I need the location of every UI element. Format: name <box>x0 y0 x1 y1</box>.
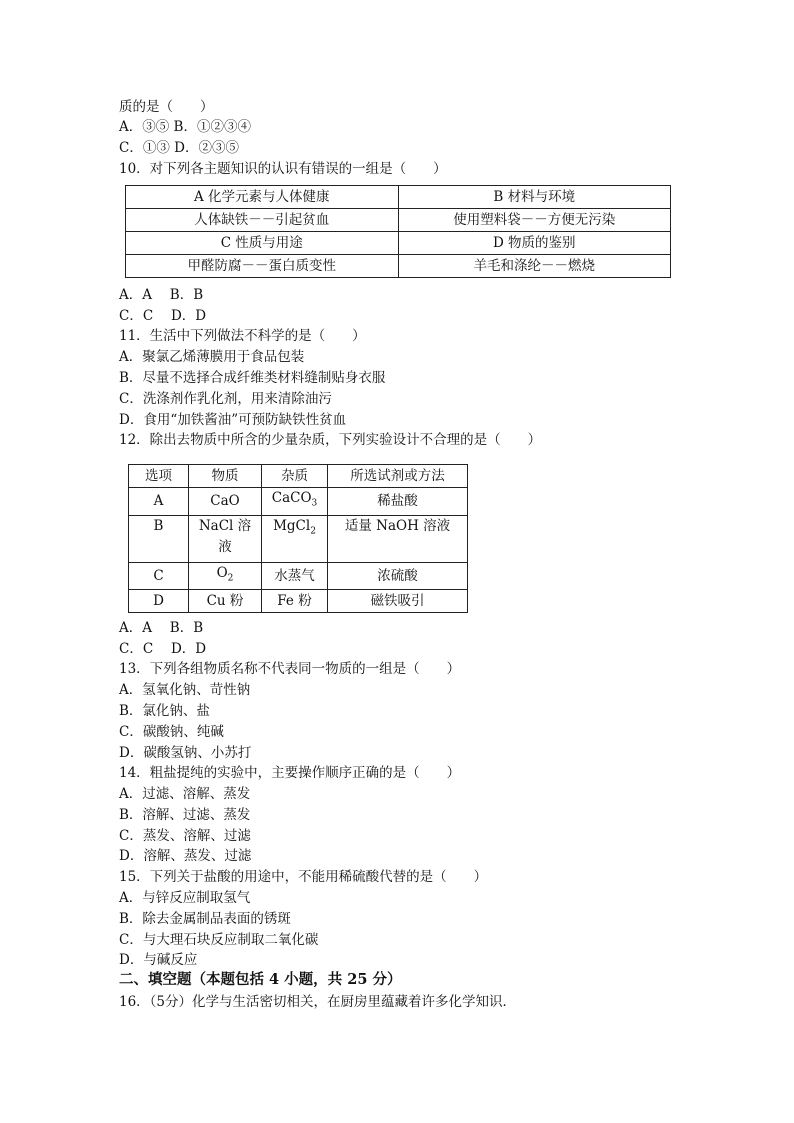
table-cell: C 性质与用途 <box>126 232 399 255</box>
table-cell: A 化学元素与人体健康 <box>126 186 399 209</box>
text-line: A．过滤、溶解、蒸发 <box>119 786 251 802</box>
text-line: A．氢氧化钠、苛性钠 <box>119 682 251 698</box>
text-line: C．蒸发、溶解、过滤 <box>119 828 251 844</box>
text-line: B．除去金属制品表面的锈斑 <box>119 911 291 927</box>
table-cell: D <box>129 590 189 613</box>
table-header-cell: 物质 <box>189 465 262 488</box>
table-cell: D 物质的鉴别 <box>398 232 671 255</box>
question-12: 12．除出去物质中所含的少量杂质，下列实验设计不合理的是（ ） <box>119 432 542 448</box>
table-header-cell: 杂质 <box>262 465 328 488</box>
section-heading: 二、填空题（本题包括 4 小题，共 25 分） <box>119 971 402 988</box>
text-line: A．A B．B <box>119 620 204 636</box>
table-cell: B <box>129 515 189 562</box>
text-line: A．聚氯乙烯薄膜用于食品包装 <box>119 349 305 365</box>
text-line: C．C D．D <box>119 641 207 657</box>
table-row <box>129 590 468 613</box>
table-header-cell: 选项 <box>129 465 189 488</box>
table-cell <box>189 562 262 590</box>
text-line: D．食用“加铁酱油”可预防缺铁性贫血 <box>119 412 347 428</box>
table-q10 <box>125 185 671 278</box>
text-line: C．碳酸钠、纯碱 <box>119 724 224 740</box>
table-cell <box>189 515 262 562</box>
text-line: A．与锌反应制取氢气 <box>119 890 251 906</box>
formula-text: CaCO <box>271 490 312 506</box>
text-line: A．③⑤ B．①②③④ <box>119 119 251 135</box>
table-cell: 水蒸气 <box>262 562 328 590</box>
table-cell: 稀盐酸 <box>328 488 468 516</box>
question-11: 11．生活中下列做法不科学的是（ ） <box>119 328 366 344</box>
table-row <box>126 255 671 278</box>
table-cell: 甲醛防腐－－蛋白质变性 <box>126 255 399 278</box>
table-header-row <box>129 465 468 488</box>
formula-text: O <box>216 564 228 581</box>
text-line: B．氯化钠、盐 <box>119 703 210 719</box>
formula-subscript: 2 <box>310 526 316 537</box>
table-cell <box>262 515 328 562</box>
text-line: C．洗涤剂作乳化剂，用来清除油污 <box>119 391 332 407</box>
text-line: 质的是（ ） <box>119 99 214 115</box>
table-cell: Cu 粉 <box>189 590 262 613</box>
table-cell: B 材料与环境 <box>398 186 671 209</box>
table-row <box>129 515 468 562</box>
table-row <box>129 562 468 590</box>
table-cell: 浓硫酸 <box>328 562 468 590</box>
text-line: C．①③ D．②③⑤ <box>119 140 239 156</box>
table-q12 <box>128 464 468 613</box>
text-line: D．溶解、蒸发、过滤 <box>119 848 252 864</box>
text-line: D．与碱反应 <box>119 952 198 968</box>
table-cell: 磁铁吸引 <box>328 590 468 613</box>
text-line: B．溶解、过滤、蒸发 <box>119 807 251 823</box>
table-cell: 人体缺铁－－引起贫血 <box>126 209 399 232</box>
table-cell: C <box>129 562 189 590</box>
formula-text: MgCl <box>273 517 311 534</box>
table-cell: CaO <box>189 488 262 516</box>
table-cell: 羊毛和涤纶－－燃烧 <box>398 255 671 278</box>
table-header-cell: 所选试剂或方法 <box>328 465 468 488</box>
table-row <box>126 232 671 255</box>
question-10: 10．对下列各主题知识的认识有错误的一组是（ ） <box>119 161 447 177</box>
text-line: C．与大理石块反应制取二氧化碳 <box>119 932 319 948</box>
text-line: D．碳酸氢钠、小苏打 <box>119 745 252 761</box>
text-line: B．尽量不选择合成纤维类材料缝制贴身衣服 <box>119 370 386 386</box>
formula-subscript: 3 <box>311 498 318 509</box>
question-15: 15．下列关于盐酸的用途中，不能用稀硫酸代替的是（ ） <box>119 869 488 885</box>
table-cell <box>262 488 328 516</box>
formula-subscript: 2 <box>227 573 234 584</box>
cell-line: 液 <box>218 538 232 555</box>
question-14: 14．粗盐提纯的实验中，主要操作顺序正确的是（ ） <box>119 765 461 781</box>
table-row <box>126 209 671 232</box>
table-cell: A <box>129 488 189 516</box>
table-row <box>126 186 671 209</box>
cell-line: NaCl 溶 <box>198 517 252 534</box>
table-cell: Fe 粉 <box>262 590 328 613</box>
table-row <box>129 488 468 516</box>
text-line: C．C D．D <box>119 308 207 324</box>
question-16: 16．（5分）化学与生活密切相关，在厨房里蕴藏着许多化学知识． <box>119 994 517 1010</box>
table-cell: 适量 NaOH 溶液 <box>328 515 468 562</box>
question-13: 13．下列各组物质名称不代表同一物质的一组是（ ） <box>119 661 461 677</box>
table-cell: 使用塑料袋－－方便无污染 <box>398 209 671 232</box>
text-line: A．A B．B <box>119 287 204 303</box>
